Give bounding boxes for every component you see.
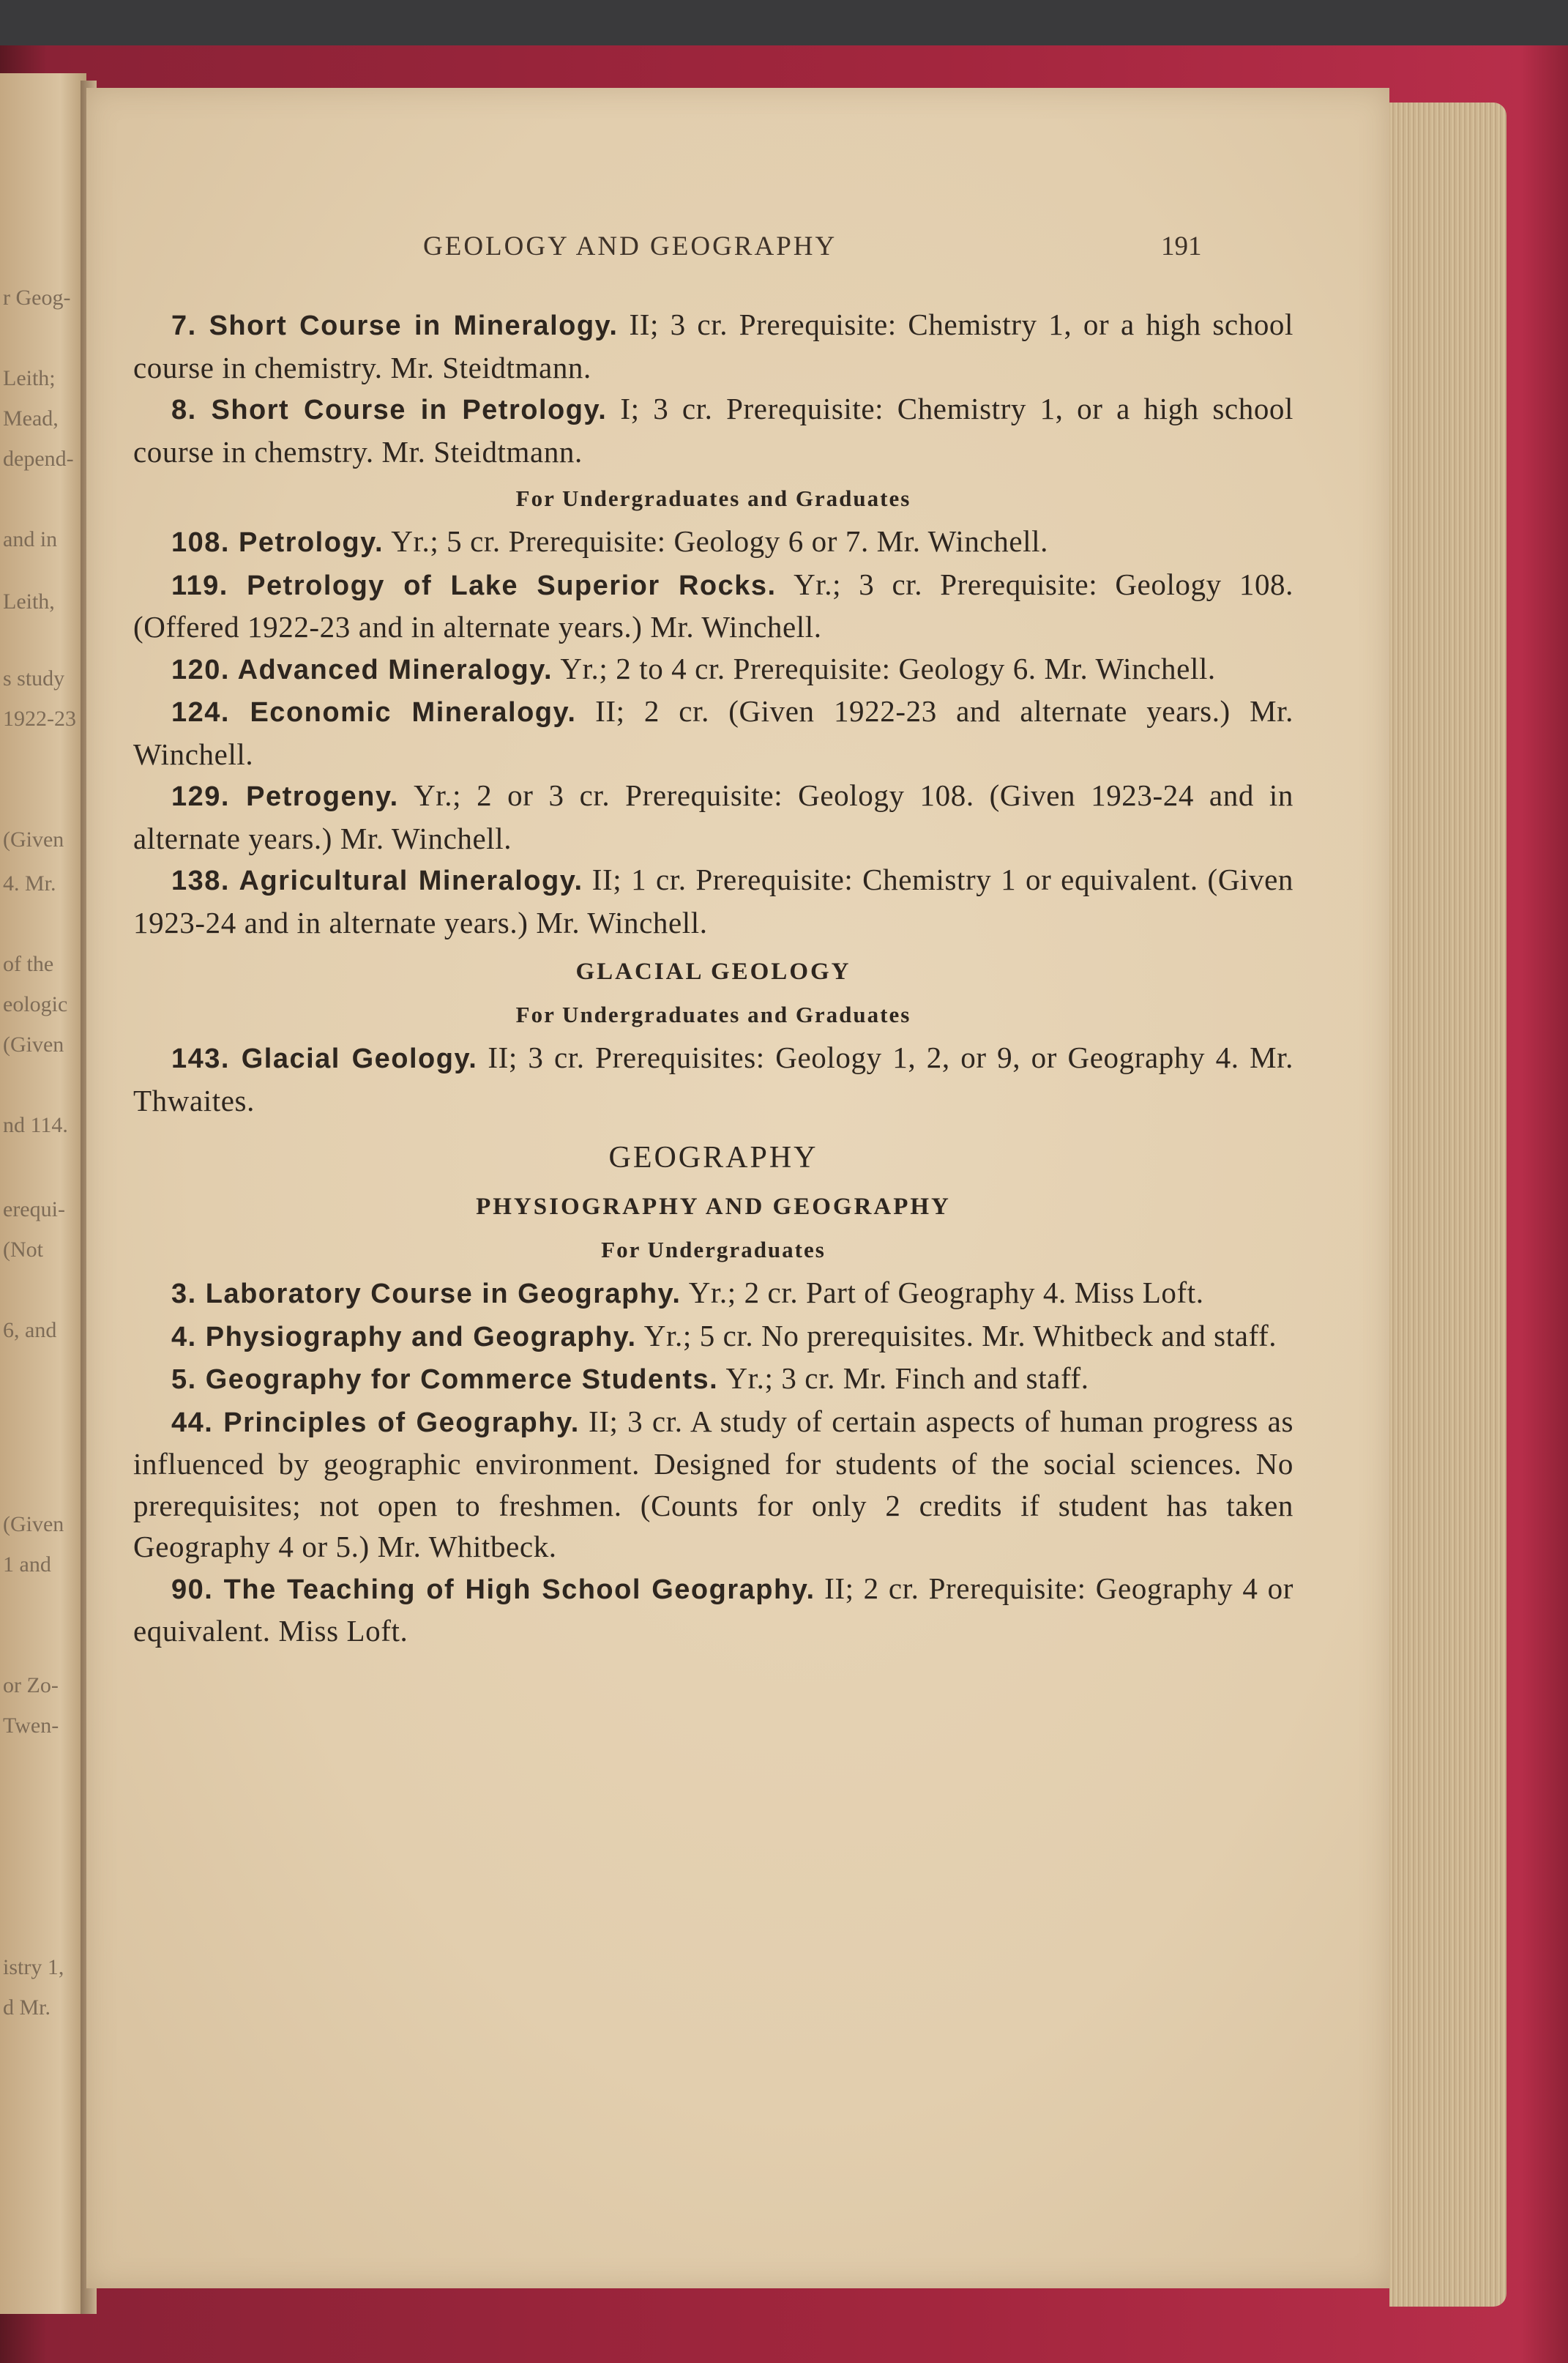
book-page xyxy=(86,88,1389,2288)
course-title: 129. Petrogeny. xyxy=(171,781,399,812)
course-description: II; 2 cr. (Given 1922-23 and alternate years.) Mr. Winchell. xyxy=(133,694,1293,771)
course-title: 108. Petrology. xyxy=(171,527,384,558)
course-description: I; 3 cr. Prerequisite: Chemistry 1, or a high school course in chemstry. Mr. Steidtmann. xyxy=(133,392,1294,469)
course-entry xyxy=(133,564,1293,648)
course-description: Yr.; 3 cr. Prerequisite: Geology 108. (Offered 1922-23 and in alternate years.) Mr. Winchell. xyxy=(133,567,1293,644)
margin-fragment: nd 114. xyxy=(3,1113,68,1137)
page-header xyxy=(86,231,1389,275)
course-description: II; 1 cr. Prerequisite: Chemistry 1 or equivalent. (Given 1923-24 and in alternate years.) Mr. Winchell. xyxy=(133,863,1294,939)
section-heading: GLACIAL GEOLOGY xyxy=(575,959,851,985)
course-title: 4. Physiography and Geography. xyxy=(171,1321,637,1352)
section-heading: PHYSIOGRAPHY AND GEOGRAPHY xyxy=(476,1194,951,1220)
margin-fragment: s study xyxy=(3,666,65,691)
margin-fragment: (Not xyxy=(3,1238,43,1262)
margin-fragment: of the xyxy=(3,952,54,976)
page-edges xyxy=(1389,103,1507,2307)
course-title: 90. The Teaching of High School Geography. xyxy=(171,1574,815,1605)
course-description: II; 3 cr. Prerequisites: Geology 1, 2, or 9, or Geography 4. Mr. Thwaites. xyxy=(133,1041,1294,1117)
course-entry xyxy=(133,1568,1293,1652)
course-entry xyxy=(133,388,1293,472)
course-title: 138. Agricultural Mineralogy. xyxy=(171,866,583,896)
course-description: II; 3 cr. A study of certain aspects of human progress as influenced by geographic environment. Designed for students of the social sciences. No prerequisites; not open to freshmen. (Counts for only 2 credits if student has taken Geography 4 or 5.) Mr. Whitbeck. xyxy=(133,1404,1294,1563)
course-title: 3. Laboratory Course in Geography. xyxy=(171,1279,682,1309)
margin-fragment: erequi- xyxy=(3,1197,65,1221)
page-number: 191 xyxy=(1161,231,1202,261)
margin-fragment: depend- xyxy=(3,447,74,471)
margin-fragment: Leith; xyxy=(3,366,56,390)
course-entry xyxy=(133,691,1293,775)
margin-fragment: 4. Mr. xyxy=(3,871,56,896)
facing-page-fragment xyxy=(0,73,86,2314)
margin-fragment: and in xyxy=(3,527,58,551)
audience-subheading: For Undergraduates and Graduates xyxy=(515,485,911,511)
margin-fragment: d Mr. xyxy=(3,1995,51,2020)
course-entry xyxy=(133,1358,1293,1401)
margin-fragment: eologic xyxy=(3,992,68,1016)
course-description: II; 3 cr. Prerequisite: Chemistry 1, or a high school course in chemistry. Mr. Steidtmann. xyxy=(133,308,1294,384)
margin-fragment: (Given xyxy=(3,1512,64,1536)
margin-fragment: 6, and xyxy=(3,1318,57,1342)
department-heading: GEOGRAPHY xyxy=(608,1141,818,1175)
course-description: Yr.; 2 to 4 cr. Prerequisite: Geology 6. Mr. Winchell. xyxy=(560,651,1216,685)
margin-fragment: (Given xyxy=(3,827,64,852)
course-description: Yr.; 3 cr. Mr. Finch and staff. xyxy=(725,1361,1089,1395)
course-entry xyxy=(133,648,1293,691)
margin-fragment: 1922-23 xyxy=(3,707,76,731)
margin-fragment: istry 1, xyxy=(3,1955,64,1979)
course-entry xyxy=(133,1272,1293,1315)
course-title: 5. Geography for Commerce Students. xyxy=(171,1364,719,1395)
audience-subheading: For Undergraduates xyxy=(601,1237,826,1262)
course-title: 119. Petrology of Lake Superior Rocks. xyxy=(171,570,777,601)
course-entry xyxy=(133,1315,1293,1358)
course-title: 8. Short Course in Petrology. xyxy=(171,395,608,425)
course-entry xyxy=(133,1037,1293,1121)
course-entry xyxy=(133,1401,1293,1568)
margin-fragment: Twen- xyxy=(3,1713,59,1738)
course-entry xyxy=(133,859,1293,943)
course-description: Yr.; 2 or 3 cr. Prerequisite: Geology 108. (Given 1923-24 and in alternate years.) Mr. Winchell. xyxy=(133,778,1293,855)
course-entry xyxy=(133,304,1293,388)
course-description: Yr.; 2 cr. Part of Geography 4. Miss Loft. xyxy=(688,1276,1204,1309)
course-title: 44. Principles of Geography. xyxy=(171,1407,580,1438)
course-description: Yr.; 5 cr. Prerequisite: Geology 6 or 7. Mr. Winchell. xyxy=(391,524,1048,558)
margin-fragment: Leith, xyxy=(3,589,55,614)
course-title: 124. Economic Mineralogy. xyxy=(171,697,577,728)
course-title: 120. Advanced Mineralogy. xyxy=(171,654,553,685)
margin-fragment: or Zo- xyxy=(3,1673,59,1697)
margin-fragment: r Geog- xyxy=(3,286,71,310)
margin-fragment: (Given xyxy=(3,1032,64,1057)
course-description: II; 2 cr. Prerequisite: Geography 4 or equivalent. Miss Loft. xyxy=(133,1571,1293,1648)
course-entry xyxy=(133,775,1293,859)
audience-subheading: For Undergraduates and Graduates xyxy=(515,1002,911,1027)
margin-fragment: 1 and xyxy=(3,1552,51,1577)
margin-fragment: Mead, xyxy=(3,406,59,431)
course-title: 143. Glacial Geology. xyxy=(171,1043,478,1074)
course-description: Yr.; 5 cr. No prerequisites. Mr. Whitbeck and staff. xyxy=(643,1318,1277,1352)
page-content xyxy=(133,304,1293,1652)
course-title: 7. Short Course in Mineralogy. xyxy=(171,310,619,341)
running-head: GEOLOGY AND GEOGRAPHY xyxy=(423,231,837,261)
course-entry xyxy=(133,521,1293,564)
